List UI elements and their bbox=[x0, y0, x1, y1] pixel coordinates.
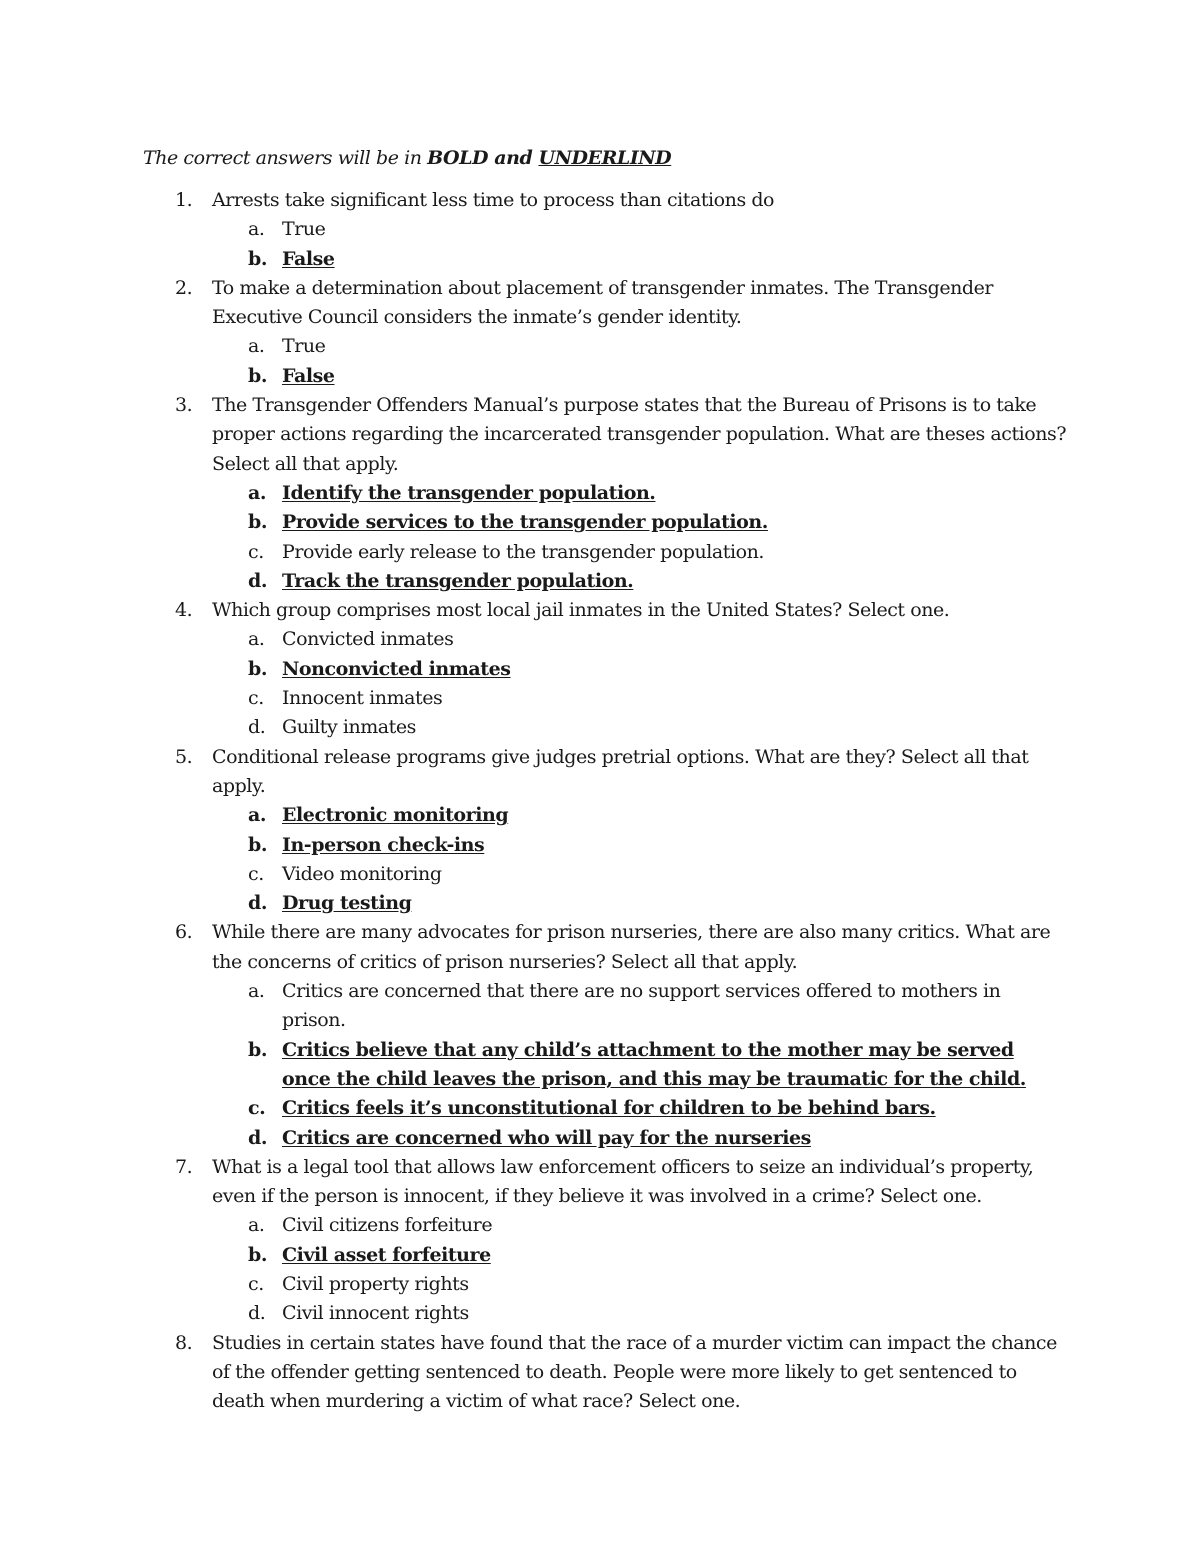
option-b-correct bbox=[212, 245, 1068, 274]
question-number: 5. bbox=[175, 745, 193, 768]
question-text: What is a legal tool that allows law enforcement officers to seize an individual’s property, even if the person is innocent, if they believe it was involved in a crime? Select one. bbox=[212, 1155, 1034, 1208]
question-2 bbox=[0, 274, 1068, 391]
option-a bbox=[212, 332, 1068, 361]
question-number: 6. bbox=[175, 921, 193, 944]
option-letter: a. bbox=[248, 481, 267, 504]
question-3 bbox=[0, 391, 1068, 596]
option-d-correct bbox=[212, 567, 1068, 596]
option-text: Provide services to the transgender population. bbox=[282, 511, 768, 534]
option-b-correct bbox=[212, 1036, 1068, 1095]
option-text: Civil property rights bbox=[282, 1272, 469, 1295]
question-1 bbox=[0, 186, 1068, 274]
instructions-bold-word: BOLD bbox=[427, 147, 489, 169]
option-text: Provide early release to the transgender population. bbox=[282, 540, 764, 563]
option-letter: d. bbox=[248, 1126, 267, 1149]
option-letter: b. bbox=[248, 833, 267, 856]
option-text: Civil asset forfeiture bbox=[282, 1243, 491, 1266]
option-text: Track the transgender population. bbox=[282, 569, 634, 592]
option-a-correct bbox=[212, 801, 1068, 830]
option-list bbox=[212, 332, 1068, 391]
option-text: Identify the transgender population. bbox=[282, 481, 656, 504]
option-letter: a. bbox=[248, 804, 267, 827]
option-a-correct bbox=[212, 479, 1068, 508]
option-letter: a. bbox=[248, 335, 265, 358]
option-letter: d. bbox=[248, 716, 266, 739]
question-text: Which group comprises most local jail inmates in the United States? Select one. bbox=[212, 599, 950, 622]
option-text: Critics are concerned that there are no support services offered to mothers in prison. bbox=[282, 980, 1001, 1032]
option-letter: d. bbox=[248, 892, 267, 915]
option-list bbox=[212, 977, 1068, 1153]
option-list bbox=[212, 479, 1068, 596]
option-c-correct bbox=[212, 1094, 1068, 1123]
option-list bbox=[212, 1211, 1068, 1328]
option-letter: c. bbox=[248, 1097, 266, 1120]
option-letter: b. bbox=[248, 1038, 267, 1061]
option-letter: b. bbox=[248, 247, 267, 270]
option-b-correct bbox=[212, 831, 1068, 860]
option-b-correct bbox=[212, 362, 1068, 391]
option-text: Civil innocent rights bbox=[282, 1302, 469, 1325]
question-8 bbox=[0, 1329, 1068, 1417]
option-text: True bbox=[282, 218, 326, 241]
question-text: Arrests take significant less time to process than citations do bbox=[212, 189, 775, 211]
option-text: Video monitoring bbox=[282, 862, 442, 885]
option-letter: c. bbox=[248, 687, 264, 710]
instructions-and: and bbox=[488, 147, 539, 169]
option-d-correct bbox=[212, 1124, 1068, 1153]
option-text: False bbox=[282, 247, 335, 270]
option-d bbox=[212, 1299, 1068, 1328]
option-text: Critics feels it’s unconstitutional for children to be behind bars. bbox=[282, 1097, 936, 1120]
question-4 bbox=[0, 596, 1068, 742]
option-text: Innocent inmates bbox=[282, 687, 443, 710]
option-letter: a. bbox=[248, 628, 265, 651]
option-text: Critics believe that any child’s attachment to the mother may be served once the child leaves the prison, and this may be traumatic for the child. bbox=[282, 1038, 1026, 1090]
option-letter: d. bbox=[248, 1302, 266, 1325]
option-d-correct bbox=[212, 889, 1068, 918]
option-text: False bbox=[282, 364, 335, 387]
option-letter: c. bbox=[248, 540, 264, 563]
option-letter: a. bbox=[248, 218, 265, 241]
option-list bbox=[212, 215, 1068, 274]
question-number: 2. bbox=[175, 276, 193, 299]
option-text: True bbox=[282, 335, 326, 358]
option-text: Nonconvicted inmates bbox=[282, 657, 511, 680]
option-list bbox=[212, 625, 1068, 742]
option-b-correct bbox=[212, 655, 1068, 684]
option-text: Guilty inmates bbox=[282, 716, 416, 739]
question-number: 4. bbox=[175, 599, 193, 622]
question-number: 7. bbox=[175, 1155, 193, 1178]
option-c bbox=[212, 1270, 1068, 1299]
option-a bbox=[212, 215, 1068, 244]
question-text: While there are many advocates for prison nurseries, there are also many critics. What are the concerns of critics of prison nurseries? Select all that apply. bbox=[212, 921, 1051, 973]
option-text: Drug testing bbox=[282, 892, 412, 915]
option-letter: b. bbox=[248, 511, 267, 534]
question-6 bbox=[0, 918, 1068, 1152]
question-number: 8. bbox=[175, 1331, 193, 1354]
option-letter: d. bbox=[248, 569, 267, 592]
question-number: 3. bbox=[175, 394, 193, 417]
question-number: 1. bbox=[175, 189, 193, 211]
option-letter: b. bbox=[248, 657, 267, 680]
instructions-underlined-word: UNDERLIND bbox=[538, 147, 672, 169]
option-c bbox=[212, 860, 1068, 889]
option-text: In-person check-ins bbox=[282, 833, 485, 856]
option-letter: c. bbox=[248, 862, 264, 885]
option-text: Convicted inmates bbox=[282, 628, 454, 651]
option-letter: c. bbox=[248, 1272, 264, 1295]
question-text: The Transgender Offenders Manual’s purpose states that the Bureau of Prisons is to take proper actions regarding the incarcerated transgender population. What are theses actions? Select all that apply. bbox=[212, 394, 1067, 475]
instructions-line bbox=[143, 144, 671, 173]
option-b-correct bbox=[212, 1241, 1068, 1270]
option-text: Civil citizens forfeiture bbox=[282, 1214, 493, 1237]
question-text: Conditional release programs give judges pretrial options. What are they? Select all that apply. bbox=[212, 745, 1029, 797]
option-list bbox=[212, 801, 1068, 918]
option-b-correct bbox=[212, 508, 1068, 537]
option-a bbox=[212, 1211, 1068, 1240]
option-c bbox=[212, 538, 1068, 567]
option-text: Electronic monitoring bbox=[282, 804, 509, 827]
option-letter: a. bbox=[248, 980, 265, 1003]
option-c bbox=[212, 684, 1068, 713]
option-letter: b. bbox=[248, 1243, 267, 1266]
option-d bbox=[212, 713, 1068, 742]
option-a bbox=[212, 625, 1068, 654]
question-text: Studies in certain states have found that the race of a murder victim can impact the chance of the offender getting sentenced to death. People were more likely to get sentenced to death when murdering a victim of what race? Select one. bbox=[212, 1331, 1057, 1413]
instructions-prefix: The correct answers will be in bbox=[143, 147, 428, 169]
question-5 bbox=[0, 743, 1068, 919]
question-text: To make a determination about placement of transgender inmates. The Transgender Executive Council considers the inmate’s gender identity. bbox=[212, 276, 994, 329]
question-7 bbox=[0, 1153, 1068, 1329]
question-list bbox=[0, 186, 1200, 1416]
option-letter: a. bbox=[248, 1214, 265, 1237]
option-a bbox=[212, 977, 1068, 1036]
option-letter: b. bbox=[248, 364, 267, 387]
option-text: Critics are concerned who will pay for the nurseries bbox=[282, 1126, 811, 1149]
